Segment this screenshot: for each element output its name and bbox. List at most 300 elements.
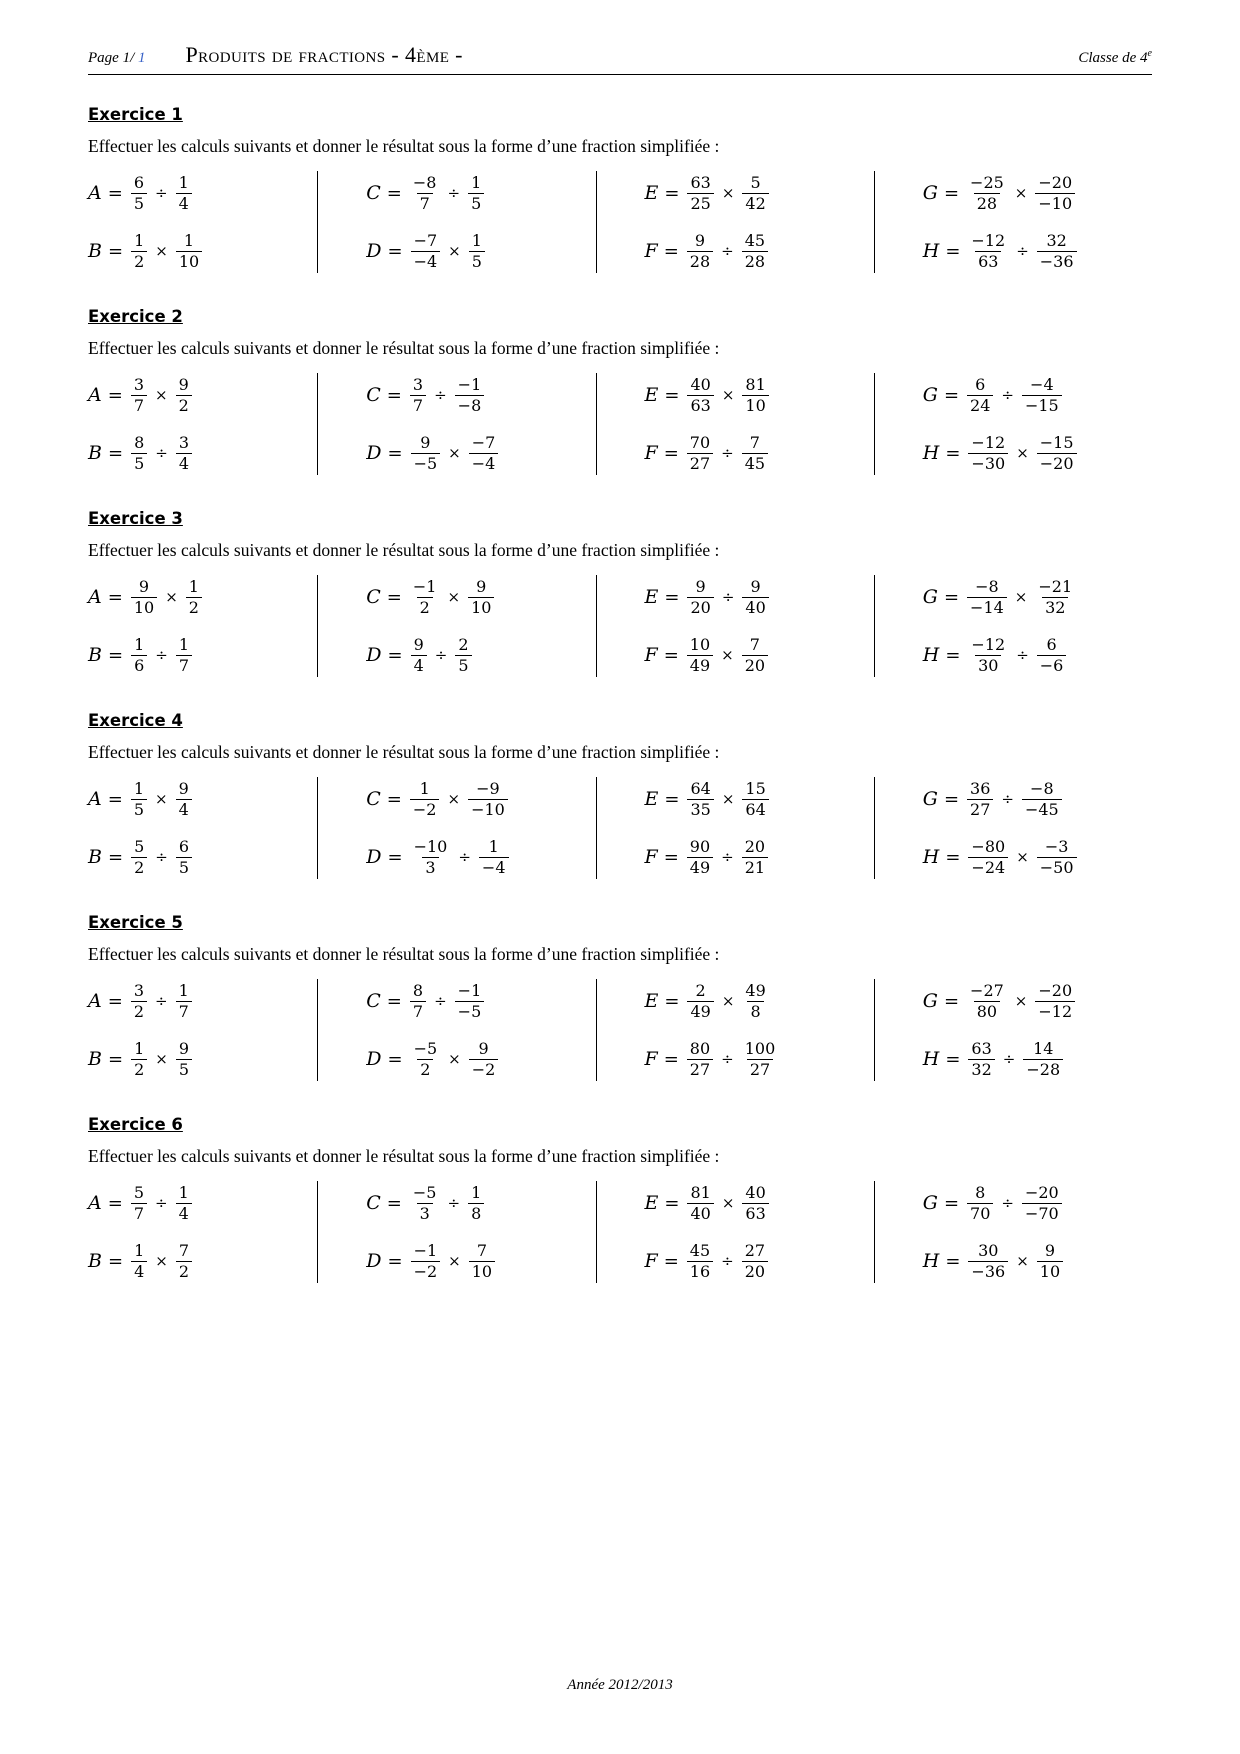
fraction-numerator: 9 bbox=[694, 230, 706, 250]
exercise-instruction: Effectuer les calculs suivants et donner le résultat sous la forme d’une fraction simplifiée : bbox=[88, 742, 720, 762]
fraction-first bbox=[411, 838, 451, 877]
fraction-denominator: −2 bbox=[411, 1261, 441, 1281]
operator-symbol: × bbox=[1014, 588, 1028, 606]
equals-sign: = bbox=[386, 1192, 402, 1214]
equation-variable: G bbox=[922, 990, 938, 1012]
equation-variable: A bbox=[88, 384, 102, 406]
fraction-denominator: 10 bbox=[742, 395, 768, 415]
fraction-numerator: 9 bbox=[750, 576, 761, 596]
fraction-first bbox=[967, 174, 1007, 213]
fraction-second bbox=[742, 578, 768, 617]
fraction-numerator: 1 bbox=[134, 634, 145, 654]
equation-variable: H bbox=[922, 442, 940, 464]
exercise-instruction: Effectuer les calculs suivants et donner le résultat sous la forme d’une fraction simplifiée : bbox=[88, 338, 720, 358]
equation bbox=[366, 629, 595, 681]
operator-symbol: ÷ bbox=[721, 1252, 734, 1270]
operator-symbol: × bbox=[448, 1050, 461, 1068]
fraction-second bbox=[176, 838, 192, 877]
fraction-first bbox=[131, 376, 147, 415]
equation-variable: D bbox=[366, 644, 382, 666]
class-label bbox=[1078, 48, 1152, 67]
fraction-numerator: 70 bbox=[689, 432, 711, 452]
equals-sign: = bbox=[663, 1048, 679, 1070]
exercise-columns bbox=[88, 167, 1152, 277]
equation-variable: E bbox=[644, 182, 659, 204]
fraction-denominator: −50 bbox=[1037, 857, 1077, 877]
operator-symbol: ÷ bbox=[721, 848, 734, 866]
fraction-denominator: 16 bbox=[687, 1261, 713, 1281]
equation bbox=[923, 629, 1152, 681]
fraction-numerator: 9 bbox=[476, 576, 487, 596]
equation bbox=[366, 1235, 595, 1287]
exercise-column bbox=[875, 773, 1152, 883]
fraction-numerator: 27 bbox=[744, 1240, 766, 1260]
fraction-first bbox=[131, 636, 147, 675]
fraction-numerator: −12 bbox=[971, 432, 1006, 452]
fraction-first bbox=[411, 1242, 441, 1281]
exercise-instruction: Effectuer les calculs suivants et donner le résultat sous la forme d’une fraction simplifiée : bbox=[88, 1146, 720, 1166]
fraction-numerator: 20 bbox=[744, 836, 766, 856]
fraction-numerator: 40 bbox=[690, 374, 711, 394]
equation bbox=[88, 225, 317, 277]
operator-symbol: × bbox=[1014, 184, 1028, 202]
fraction-numerator: 1 bbox=[134, 230, 145, 250]
operator-symbol: ÷ bbox=[434, 386, 447, 404]
fraction-first bbox=[131, 578, 157, 617]
fraction-denominator: 28 bbox=[974, 193, 1000, 213]
fraction-denominator: 2 bbox=[417, 597, 433, 617]
equals-sign: = bbox=[387, 442, 403, 464]
operator-symbol: × bbox=[447, 588, 461, 606]
equation-variable: C bbox=[366, 788, 381, 810]
fraction-second bbox=[468, 174, 484, 213]
fraction-denominator: −20 bbox=[1037, 453, 1077, 473]
equation-variable: H bbox=[922, 1048, 940, 1070]
exercise-column bbox=[597, 571, 874, 681]
equals-sign: = bbox=[663, 846, 679, 868]
fraction-second bbox=[1037, 232, 1077, 271]
fraction-denominator: 4 bbox=[411, 655, 427, 675]
fraction-numerator: 3 bbox=[178, 432, 190, 452]
fraction-denominator: 30 bbox=[975, 655, 1001, 675]
fraction-numerator: 9 bbox=[695, 576, 706, 596]
fraction-numerator: 6 bbox=[133, 172, 145, 192]
fraction-numerator: −20 bbox=[1038, 980, 1073, 1000]
fraction-first bbox=[131, 232, 147, 271]
fraction-denominator: −36 bbox=[1037, 251, 1077, 271]
exercise-column bbox=[597, 369, 874, 479]
operator-symbol: ÷ bbox=[1001, 386, 1014, 404]
exercise-title: Exercice 1 bbox=[88, 105, 183, 124]
fraction-numerator: 1 bbox=[471, 172, 482, 192]
equals-sign: = bbox=[107, 240, 124, 262]
equation bbox=[366, 1033, 595, 1085]
fraction-denominator: 24 bbox=[967, 395, 993, 415]
equation bbox=[645, 831, 874, 883]
fraction-second bbox=[742, 780, 768, 819]
equation-variable: C bbox=[366, 384, 381, 406]
fraction-first bbox=[131, 1184, 147, 1223]
fraction-numerator: 5 bbox=[133, 1182, 145, 1202]
equation bbox=[923, 369, 1152, 421]
fraction-second bbox=[742, 636, 768, 675]
equals-sign: = bbox=[663, 442, 679, 464]
equation-variable: E bbox=[644, 788, 659, 810]
fraction-denominator: 64 bbox=[742, 799, 768, 819]
equation-variable: H bbox=[922, 644, 940, 666]
fraction-denominator: 32 bbox=[968, 1059, 994, 1079]
fraction-numerator: 7 bbox=[178, 1240, 190, 1260]
fraction-denominator: 4 bbox=[176, 799, 192, 819]
equation bbox=[88, 1177, 317, 1229]
fraction-denominator: 40 bbox=[742, 597, 768, 617]
equation-variable: D bbox=[366, 442, 382, 464]
operator-symbol: × bbox=[721, 790, 735, 808]
fraction-first bbox=[687, 636, 713, 675]
fraction-numerator: 8 bbox=[975, 1182, 986, 1202]
class-label-text: Classe de 4 bbox=[1078, 50, 1148, 66]
equation bbox=[923, 225, 1152, 277]
fraction-denominator: 63 bbox=[742, 1203, 768, 1223]
fraction-numerator: 10 bbox=[689, 634, 711, 654]
exercise-instruction: Effectuer les calculs suivants et donner le résultat sous la forme d’une fraction simplifiée : bbox=[88, 944, 720, 964]
exercise-columns bbox=[88, 773, 1152, 883]
fraction-denominator: −28 bbox=[1023, 1059, 1063, 1079]
fraction-numerator: −9 bbox=[476, 778, 500, 798]
fraction-numerator: −1 bbox=[413, 1240, 438, 1260]
fraction-numerator: 90 bbox=[689, 836, 711, 856]
fraction-first bbox=[687, 982, 713, 1021]
equation bbox=[923, 571, 1152, 623]
equals-sign: = bbox=[945, 1048, 961, 1070]
equation bbox=[88, 831, 317, 883]
exercise-block bbox=[88, 307, 1152, 479]
equation bbox=[366, 975, 595, 1027]
equation bbox=[923, 831, 1152, 883]
equation-variable: F bbox=[644, 240, 658, 262]
exercise-title: Exercice 6 bbox=[88, 1115, 183, 1134]
fraction-numerator: −27 bbox=[970, 980, 1004, 1000]
operator-symbol: ÷ bbox=[155, 992, 168, 1010]
fraction-numerator: 1 bbox=[134, 1038, 145, 1058]
operator-symbol: ÷ bbox=[1002, 1050, 1016, 1068]
exercise-title: Exercice 4 bbox=[88, 711, 183, 730]
equation-variable: H bbox=[922, 846, 940, 868]
fraction-numerator: 36 bbox=[970, 778, 991, 798]
equals-sign: = bbox=[387, 1048, 403, 1070]
fraction-first bbox=[687, 1040, 713, 1079]
equals-sign: = bbox=[107, 1250, 124, 1272]
fraction-second bbox=[742, 376, 768, 415]
exercise-column bbox=[88, 975, 317, 1085]
equation-variable: F bbox=[644, 1048, 658, 1070]
equals-sign: = bbox=[943, 1192, 960, 1214]
fraction-denominator: 2 bbox=[131, 1001, 147, 1021]
equation-variable: E bbox=[644, 586, 659, 608]
fraction-denominator: 25 bbox=[687, 193, 713, 213]
fraction-first bbox=[687, 1242, 713, 1281]
fraction-denominator: 27 bbox=[687, 453, 713, 473]
fraction-numerator: −21 bbox=[1038, 576, 1073, 596]
fraction-numerator: 3 bbox=[412, 374, 424, 394]
fraction-numerator: 30 bbox=[978, 1240, 999, 1260]
equals-sign: = bbox=[387, 240, 403, 262]
exercise-column bbox=[875, 975, 1152, 1085]
fraction-numerator: 40 bbox=[745, 1182, 766, 1202]
fraction-numerator: −8 bbox=[412, 172, 437, 192]
equals-sign: = bbox=[663, 644, 679, 666]
fraction-first bbox=[687, 434, 713, 473]
equation-variable: C bbox=[366, 586, 381, 608]
fraction-second bbox=[468, 780, 508, 819]
fraction-second bbox=[1022, 376, 1062, 415]
equation bbox=[366, 1177, 595, 1229]
fraction-second bbox=[1037, 636, 1067, 675]
operator-symbol: ÷ bbox=[447, 184, 461, 202]
equals-sign: = bbox=[387, 846, 403, 868]
fraction-numerator: 6 bbox=[975, 374, 986, 394]
fraction-first bbox=[687, 174, 713, 213]
fraction-denominator: 21 bbox=[742, 857, 768, 877]
fraction-denominator: −6 bbox=[1037, 655, 1067, 675]
fraction-first bbox=[410, 982, 426, 1021]
fraction-numerator: 9 bbox=[478, 1038, 489, 1058]
equation bbox=[923, 773, 1152, 825]
fraction-numerator: 7 bbox=[749, 432, 760, 452]
fraction-numerator: 8 bbox=[412, 980, 424, 1000]
fraction-denominator: 10 bbox=[468, 597, 494, 617]
equation-variable: F bbox=[644, 644, 658, 666]
equals-sign: = bbox=[386, 182, 402, 204]
equation bbox=[645, 225, 874, 277]
fraction-denominator: −10 bbox=[468, 799, 508, 819]
operator-symbol: ÷ bbox=[721, 444, 734, 462]
fraction-second bbox=[742, 982, 768, 1021]
fraction-first bbox=[967, 982, 1007, 1021]
fraction-denominator: 5 bbox=[131, 799, 147, 819]
equals-sign: = bbox=[945, 846, 961, 868]
equation-variable: B bbox=[88, 846, 102, 868]
fraction-numerator: −15 bbox=[1039, 432, 1074, 452]
equation-variable: E bbox=[644, 1192, 659, 1214]
fraction-numerator: 15 bbox=[745, 778, 766, 798]
exercise-instruction: Effectuer les calculs suivants et donner le résultat sous la forme d’une fraction simplifiée : bbox=[88, 136, 720, 156]
fraction-numerator: −25 bbox=[970, 172, 1004, 192]
fraction-denominator: −5 bbox=[455, 1001, 485, 1021]
page-label: Page 1/ bbox=[88, 50, 135, 66]
exercise-columns bbox=[88, 571, 1152, 681]
equals-sign: = bbox=[663, 240, 679, 262]
equation bbox=[88, 571, 317, 623]
operator-symbol: ÷ bbox=[155, 184, 168, 202]
fraction-denominator: 2 bbox=[131, 251, 147, 271]
equation-variable: G bbox=[922, 182, 938, 204]
operator-symbol: ÷ bbox=[721, 242, 734, 260]
equals-sign: = bbox=[664, 384, 680, 406]
fraction-denominator: −30 bbox=[968, 453, 1008, 473]
fraction-denominator: 8 bbox=[468, 1203, 484, 1223]
exercise-column bbox=[597, 975, 874, 1085]
fraction-second bbox=[479, 838, 509, 877]
equation bbox=[366, 225, 595, 277]
fraction-numerator: 9 bbox=[178, 374, 189, 394]
fraction-numerator: 1 bbox=[134, 1240, 145, 1260]
equation bbox=[645, 167, 874, 219]
fraction-numerator: 45 bbox=[744, 230, 766, 250]
fraction-numerator: 1 bbox=[183, 230, 195, 250]
fraction-numerator: 5 bbox=[134, 836, 145, 856]
equation-variable: F bbox=[644, 442, 658, 464]
fraction-first bbox=[968, 1242, 1008, 1281]
fraction-numerator: −10 bbox=[413, 836, 448, 856]
operator-symbol: ÷ bbox=[434, 992, 447, 1010]
equals-sign: = bbox=[107, 990, 123, 1012]
operator-symbol: × bbox=[721, 1194, 735, 1212]
fraction-numerator: −1 bbox=[457, 374, 482, 394]
fraction-denominator: −4 bbox=[411, 251, 441, 271]
fraction-second bbox=[469, 434, 499, 473]
fraction-denominator: 7 bbox=[417, 193, 433, 213]
operator-symbol: × bbox=[155, 242, 168, 260]
equation bbox=[88, 369, 317, 421]
equation-variable: B bbox=[88, 1048, 102, 1070]
fraction-numerator: 1 bbox=[178, 980, 189, 1000]
fraction-first bbox=[131, 1242, 147, 1281]
fraction-numerator: 1 bbox=[471, 230, 482, 250]
equation bbox=[366, 167, 595, 219]
exercise-block bbox=[88, 105, 1152, 277]
fraction-denominator: 63 bbox=[687, 395, 713, 415]
fraction-denominator: −12 bbox=[1035, 1001, 1075, 1021]
fraction-numerator: 81 bbox=[745, 374, 766, 394]
equals-sign: = bbox=[107, 182, 123, 204]
equals-sign: = bbox=[943, 384, 960, 406]
fraction-denominator: −5 bbox=[411, 453, 441, 473]
equation bbox=[645, 369, 874, 421]
fraction-first bbox=[131, 780, 147, 819]
fraction-first bbox=[687, 1184, 713, 1223]
operator-symbol: ÷ bbox=[721, 1050, 734, 1068]
fraction-numerator: 2 bbox=[458, 634, 469, 654]
fraction-numerator: 3 bbox=[133, 980, 145, 1000]
fraction-first bbox=[687, 376, 713, 415]
fraction-denominator: 4 bbox=[131, 1261, 147, 1281]
exercise-block bbox=[88, 509, 1152, 681]
operator-symbol: × bbox=[448, 444, 461, 462]
fraction-first bbox=[687, 780, 713, 819]
fraction-first bbox=[131, 434, 147, 473]
equals-sign: = bbox=[664, 990, 680, 1012]
equation-variable: A bbox=[88, 1192, 102, 1214]
page-header bbox=[88, 42, 1152, 75]
fraction-first bbox=[967, 780, 993, 819]
fraction-denominator: 5 bbox=[176, 1059, 192, 1079]
equals-sign: = bbox=[943, 788, 960, 810]
fraction-denominator: 49 bbox=[687, 1001, 713, 1021]
fraction-second bbox=[1023, 1040, 1063, 1079]
fraction-denominator: 5 bbox=[176, 857, 192, 877]
operator-symbol: × bbox=[1016, 848, 1029, 866]
fraction-denominator: 20 bbox=[742, 655, 768, 675]
exercise-column bbox=[875, 167, 1152, 277]
equals-sign: = bbox=[664, 1192, 680, 1214]
fraction-denominator: 8 bbox=[747, 1001, 763, 1021]
equals-sign: = bbox=[107, 442, 124, 464]
fraction-numerator: 1 bbox=[133, 778, 145, 798]
operator-symbol: × bbox=[448, 1252, 461, 1270]
equals-sign: = bbox=[943, 990, 960, 1012]
fraction-second bbox=[742, 232, 768, 271]
fraction-denominator: 28 bbox=[687, 251, 713, 271]
fraction-numerator: 64 bbox=[690, 778, 711, 798]
fraction-denominator: 7 bbox=[176, 655, 192, 675]
exercise-column bbox=[88, 369, 317, 479]
fraction-numerator: 1 bbox=[488, 836, 499, 856]
equals-sign: = bbox=[945, 1250, 961, 1272]
equation bbox=[366, 571, 595, 623]
fraction-numerator: 1 bbox=[178, 1182, 189, 1202]
fraction-numerator: 63 bbox=[971, 1038, 992, 1058]
equation bbox=[88, 1235, 317, 1287]
fraction-denominator: 20 bbox=[687, 597, 713, 617]
operator-symbol: ÷ bbox=[1001, 790, 1014, 808]
fraction-denominator: 4 bbox=[176, 1203, 192, 1223]
equation bbox=[645, 773, 874, 825]
equals-sign: = bbox=[107, 1048, 124, 1070]
page-number-link[interactable]: 1 bbox=[138, 50, 146, 66]
fraction-denominator: −45 bbox=[1022, 799, 1062, 819]
exercise-column bbox=[88, 167, 317, 277]
fraction-first bbox=[411, 636, 427, 675]
equals-sign: = bbox=[664, 586, 680, 608]
equation bbox=[923, 167, 1152, 219]
equation-variable: A bbox=[88, 586, 102, 608]
operator-symbol: ÷ bbox=[434, 646, 448, 664]
equals-sign: = bbox=[107, 788, 123, 810]
operator-symbol: × bbox=[448, 242, 461, 260]
fraction-first bbox=[968, 1040, 994, 1079]
fraction-denominator: −10 bbox=[1035, 193, 1075, 213]
equals-sign: = bbox=[387, 644, 403, 666]
equation-variable: D bbox=[366, 846, 382, 868]
fraction-first bbox=[967, 578, 1007, 617]
fraction-second bbox=[1037, 838, 1077, 877]
equation-variable: C bbox=[366, 990, 381, 1012]
equation-variable: B bbox=[88, 442, 102, 464]
fraction-denominator: −36 bbox=[968, 1261, 1008, 1281]
fraction-numerator: −5 bbox=[413, 1038, 438, 1058]
equation bbox=[923, 427, 1152, 479]
fraction-second bbox=[176, 1184, 192, 1223]
fraction-numerator: 63 bbox=[690, 172, 711, 192]
fraction-first bbox=[410, 174, 440, 213]
fraction-denominator: 70 bbox=[967, 1203, 993, 1223]
fraction-denominator: −14 bbox=[967, 597, 1007, 617]
fraction-numerator: −1 bbox=[412, 576, 437, 596]
equation-variable: G bbox=[922, 586, 938, 608]
fraction-denominator: −70 bbox=[1022, 1203, 1062, 1223]
equals-sign: = bbox=[387, 1250, 403, 1272]
equation-variable: F bbox=[644, 1250, 658, 1272]
fraction-denominator: 27 bbox=[747, 1059, 773, 1079]
fraction-denominator: 63 bbox=[975, 251, 1001, 271]
equation-variable: H bbox=[922, 240, 940, 262]
equation bbox=[923, 975, 1152, 1027]
fraction-numerator: −12 bbox=[971, 230, 1006, 250]
operator-symbol: ÷ bbox=[458, 848, 471, 866]
operator-symbol: × bbox=[1016, 1252, 1029, 1270]
fraction-denominator: 42 bbox=[742, 193, 768, 213]
